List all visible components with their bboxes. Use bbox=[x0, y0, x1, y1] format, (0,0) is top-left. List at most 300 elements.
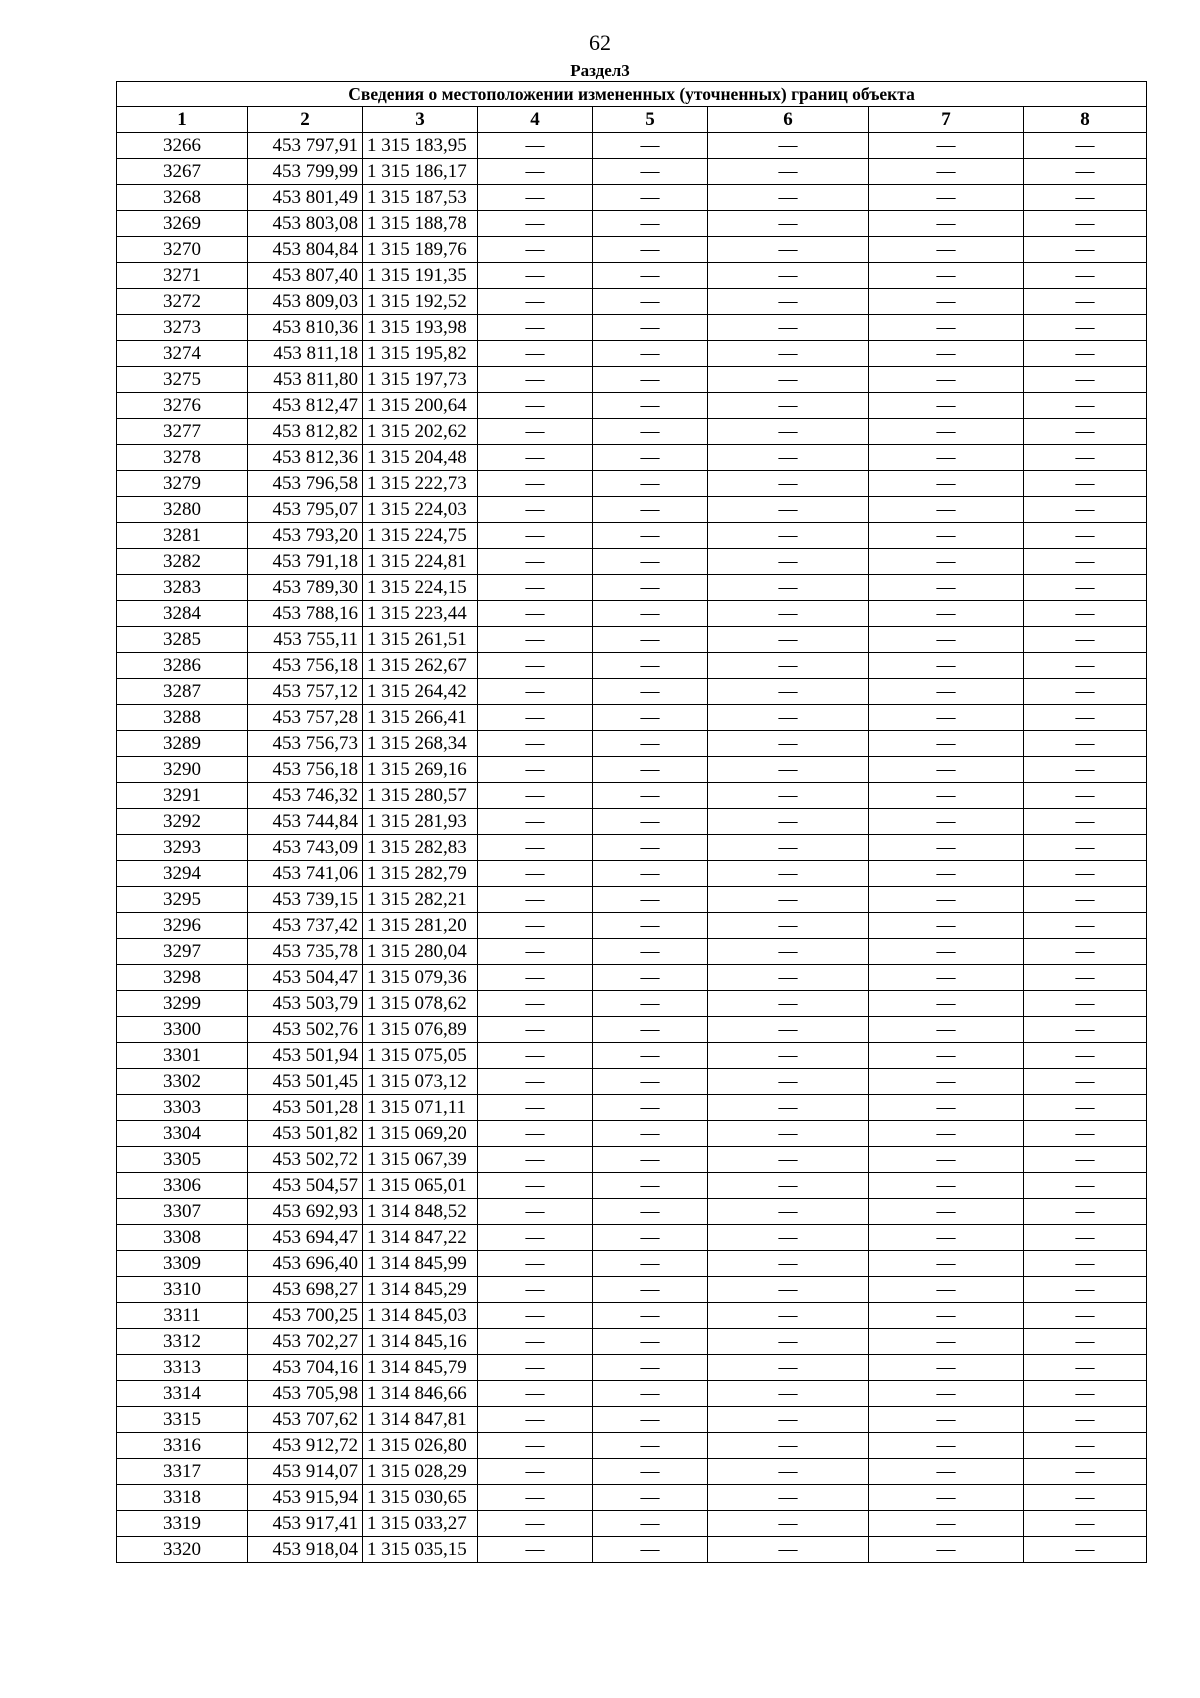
table-row bbox=[117, 835, 1147, 861]
col5-cell: — bbox=[593, 835, 708, 861]
table-row bbox=[117, 1303, 1147, 1329]
col6-cell: — bbox=[708, 1329, 869, 1355]
table-row bbox=[117, 419, 1147, 445]
y-coordinate-cell: 1 315 262,67 bbox=[363, 653, 478, 679]
x-coordinate-cell: 453 702,27 bbox=[248, 1329, 363, 1355]
y-coordinate-cell: 1 315 187,53 bbox=[363, 185, 478, 211]
point-number-cell: 3285 bbox=[117, 627, 248, 653]
col5-cell: — bbox=[593, 601, 708, 627]
column-header: 6 bbox=[708, 107, 869, 133]
col8-cell: — bbox=[1024, 1069, 1147, 1095]
x-coordinate-cell: 453 810,36 bbox=[248, 315, 363, 341]
col4-cell: — bbox=[478, 1147, 593, 1173]
col6-cell: — bbox=[708, 1355, 869, 1381]
y-coordinate-cell: 1 315 282,21 bbox=[363, 887, 478, 913]
col5-cell: — bbox=[593, 1277, 708, 1303]
x-coordinate-cell: 453 504,57 bbox=[248, 1173, 363, 1199]
col4-cell: — bbox=[478, 991, 593, 1017]
col8-cell: — bbox=[1024, 809, 1147, 835]
col5-cell: — bbox=[593, 133, 708, 159]
col7-cell: — bbox=[869, 549, 1024, 575]
y-coordinate-cell: 1 315 261,51 bbox=[363, 627, 478, 653]
table-row bbox=[117, 887, 1147, 913]
col6-cell: — bbox=[708, 159, 869, 185]
col7-cell: — bbox=[869, 1121, 1024, 1147]
point-number-cell: 3305 bbox=[117, 1147, 248, 1173]
table-row bbox=[117, 965, 1147, 991]
col4-cell: — bbox=[478, 1433, 593, 1459]
col5-cell: — bbox=[593, 575, 708, 601]
col8-cell: — bbox=[1024, 627, 1147, 653]
col7-cell: — bbox=[869, 1459, 1024, 1485]
y-coordinate-cell: 1 315 268,34 bbox=[363, 731, 478, 757]
col4-cell: — bbox=[478, 835, 593, 861]
point-number-cell: 3309 bbox=[117, 1251, 248, 1277]
col7-cell: — bbox=[869, 159, 1024, 185]
point-number-cell: 3307 bbox=[117, 1199, 248, 1225]
col6-cell: — bbox=[708, 341, 869, 367]
col6-cell: — bbox=[708, 679, 869, 705]
point-number-cell: 3284 bbox=[117, 601, 248, 627]
x-coordinate-cell: 453 698,27 bbox=[248, 1277, 363, 1303]
col6-cell: — bbox=[708, 1069, 869, 1095]
x-coordinate-cell: 453 791,18 bbox=[248, 549, 363, 575]
col4-cell: — bbox=[478, 1069, 593, 1095]
y-coordinate-cell: 1 315 195,82 bbox=[363, 341, 478, 367]
col8-cell: — bbox=[1024, 289, 1147, 315]
col8-cell: — bbox=[1024, 1277, 1147, 1303]
col4-cell: — bbox=[478, 133, 593, 159]
col8-cell: — bbox=[1024, 1121, 1147, 1147]
col8-cell: — bbox=[1024, 497, 1147, 523]
col8-cell: — bbox=[1024, 445, 1147, 471]
table-row bbox=[117, 1381, 1147, 1407]
col7-cell: — bbox=[869, 1303, 1024, 1329]
col6-cell: — bbox=[708, 1251, 869, 1277]
table-row bbox=[117, 757, 1147, 783]
x-coordinate-cell: 453 811,18 bbox=[248, 341, 363, 367]
col4-cell: — bbox=[478, 1303, 593, 1329]
col7-cell: — bbox=[869, 575, 1024, 601]
table-row bbox=[117, 939, 1147, 965]
x-coordinate-cell: 453 744,84 bbox=[248, 809, 363, 835]
col6-cell: — bbox=[708, 1511, 869, 1537]
col6-cell: — bbox=[708, 549, 869, 575]
col7-cell: — bbox=[869, 341, 1024, 367]
col8-cell: — bbox=[1024, 575, 1147, 601]
point-number-cell: 3304 bbox=[117, 1121, 248, 1147]
y-coordinate-cell: 1 314 845,79 bbox=[363, 1355, 478, 1381]
point-number-cell: 3273 bbox=[117, 315, 248, 341]
col4-cell: — bbox=[478, 627, 593, 653]
col7-cell: — bbox=[869, 1277, 1024, 1303]
col5-cell: — bbox=[593, 341, 708, 367]
col6-cell: — bbox=[708, 1095, 869, 1121]
col7-cell: — bbox=[869, 497, 1024, 523]
col8-cell: — bbox=[1024, 471, 1147, 497]
col8-cell: — bbox=[1024, 393, 1147, 419]
y-coordinate-cell: 1 315 200,64 bbox=[363, 393, 478, 419]
col5-cell: — bbox=[593, 1381, 708, 1407]
col8-cell: — bbox=[1024, 367, 1147, 393]
point-number-cell: 3312 bbox=[117, 1329, 248, 1355]
x-coordinate-cell: 453 756,18 bbox=[248, 757, 363, 783]
point-number-cell: 3297 bbox=[117, 939, 248, 965]
point-number-cell: 3301 bbox=[117, 1043, 248, 1069]
col5-cell: — bbox=[593, 1459, 708, 1485]
y-coordinate-cell: 1 315 071,11 bbox=[363, 1095, 478, 1121]
x-coordinate-cell: 453 737,42 bbox=[248, 913, 363, 939]
col6-cell: — bbox=[708, 1017, 869, 1043]
col4-cell: — bbox=[478, 1277, 593, 1303]
y-coordinate-cell: 1 314 847,81 bbox=[363, 1407, 478, 1433]
col7-cell: — bbox=[869, 315, 1024, 341]
col7-cell: — bbox=[869, 1537, 1024, 1563]
col4-cell: — bbox=[478, 731, 593, 757]
table-row bbox=[117, 1095, 1147, 1121]
x-coordinate-cell: 453 696,40 bbox=[248, 1251, 363, 1277]
col5-cell: — bbox=[593, 393, 708, 419]
point-number-cell: 3313 bbox=[117, 1355, 248, 1381]
x-coordinate-cell: 453 789,30 bbox=[248, 575, 363, 601]
y-coordinate-cell: 1 315 028,29 bbox=[363, 1459, 478, 1485]
col6-cell: — bbox=[708, 627, 869, 653]
col6-cell: — bbox=[708, 965, 869, 991]
table-row bbox=[117, 627, 1147, 653]
col7-cell: — bbox=[869, 1433, 1024, 1459]
col4-cell: — bbox=[478, 159, 593, 185]
col8-cell: — bbox=[1024, 1251, 1147, 1277]
x-coordinate-cell: 453 707,62 bbox=[248, 1407, 363, 1433]
col6-cell: — bbox=[708, 1485, 869, 1511]
table-row bbox=[117, 549, 1147, 575]
point-number-cell: 3296 bbox=[117, 913, 248, 939]
col5-cell: — bbox=[593, 1225, 708, 1251]
y-coordinate-cell: 1 315 224,15 bbox=[363, 575, 478, 601]
col6-cell: — bbox=[708, 1433, 869, 1459]
col8-cell: — bbox=[1024, 1147, 1147, 1173]
col4-cell: — bbox=[478, 913, 593, 939]
col4-cell: — bbox=[478, 289, 593, 315]
y-coordinate-cell: 1 314 845,29 bbox=[363, 1277, 478, 1303]
column-header: 7 bbox=[869, 107, 1024, 133]
col8-cell: — bbox=[1024, 783, 1147, 809]
point-number-cell: 3280 bbox=[117, 497, 248, 523]
col4-cell: — bbox=[478, 887, 593, 913]
table-title-row bbox=[117, 82, 1147, 107]
table-row bbox=[117, 679, 1147, 705]
col5-cell: — bbox=[593, 1173, 708, 1199]
col8-cell: — bbox=[1024, 991, 1147, 1017]
col6-cell: — bbox=[708, 653, 869, 679]
table-row bbox=[117, 1069, 1147, 1095]
x-coordinate-cell: 453 915,94 bbox=[248, 1485, 363, 1511]
col5-cell: — bbox=[593, 1537, 708, 1563]
x-coordinate-cell: 453 700,25 bbox=[248, 1303, 363, 1329]
col4-cell: — bbox=[478, 393, 593, 419]
col5-cell: — bbox=[593, 289, 708, 315]
col6-cell: — bbox=[708, 913, 869, 939]
point-number-cell: 3290 bbox=[117, 757, 248, 783]
col8-cell: — bbox=[1024, 653, 1147, 679]
col7-cell: — bbox=[869, 1043, 1024, 1069]
x-coordinate-cell: 453 756,18 bbox=[248, 653, 363, 679]
col4-cell: — bbox=[478, 1485, 593, 1511]
col6-cell: — bbox=[708, 705, 869, 731]
col8-cell: — bbox=[1024, 1017, 1147, 1043]
col5-cell: — bbox=[593, 315, 708, 341]
col7-cell: — bbox=[869, 679, 1024, 705]
col4-cell: — bbox=[478, 445, 593, 471]
col8-cell: — bbox=[1024, 315, 1147, 341]
col5-cell: — bbox=[593, 705, 708, 731]
col5-cell: — bbox=[593, 1121, 708, 1147]
point-number-cell: 3272 bbox=[117, 289, 248, 315]
point-number-cell: 3316 bbox=[117, 1433, 248, 1459]
table-row bbox=[117, 367, 1147, 393]
point-number-cell: 3310 bbox=[117, 1277, 248, 1303]
col4-cell: — bbox=[478, 1355, 593, 1381]
col8-cell: — bbox=[1024, 1381, 1147, 1407]
table-row bbox=[117, 1251, 1147, 1277]
col5-cell: — bbox=[593, 523, 708, 549]
col7-cell: — bbox=[869, 705, 1024, 731]
table-row bbox=[117, 575, 1147, 601]
point-number-cell: 3315 bbox=[117, 1407, 248, 1433]
x-coordinate-cell: 453 501,45 bbox=[248, 1069, 363, 1095]
table-row bbox=[117, 731, 1147, 757]
col6-cell: — bbox=[708, 861, 869, 887]
x-coordinate-cell: 453 755,11 bbox=[248, 627, 363, 653]
col7-cell: — bbox=[869, 601, 1024, 627]
col7-cell: — bbox=[869, 419, 1024, 445]
col8-cell: — bbox=[1024, 913, 1147, 939]
table-row bbox=[117, 1277, 1147, 1303]
x-coordinate-cell: 453 801,49 bbox=[248, 185, 363, 211]
point-number-cell: 3275 bbox=[117, 367, 248, 393]
col4-cell: — bbox=[478, 601, 593, 627]
col7-cell: — bbox=[869, 1251, 1024, 1277]
col6-cell: — bbox=[708, 1043, 869, 1069]
x-coordinate-cell: 453 812,47 bbox=[248, 393, 363, 419]
col7-cell: — bbox=[869, 939, 1024, 965]
col4-cell: — bbox=[478, 211, 593, 237]
col4-cell: — bbox=[478, 1511, 593, 1537]
col6-cell: — bbox=[708, 419, 869, 445]
col7-cell: — bbox=[869, 1381, 1024, 1407]
table-body bbox=[117, 133, 1147, 1563]
table-title: Сведения о местоположении измененных (уточненных) границ объекта bbox=[117, 82, 1147, 107]
col4-cell: — bbox=[478, 965, 593, 991]
col5-cell: — bbox=[593, 1303, 708, 1329]
col5-cell: — bbox=[593, 1069, 708, 1095]
point-number-cell: 3278 bbox=[117, 445, 248, 471]
col8-cell: — bbox=[1024, 185, 1147, 211]
col8-cell: — bbox=[1024, 133, 1147, 159]
y-coordinate-cell: 1 315 075,05 bbox=[363, 1043, 478, 1069]
col5-cell: — bbox=[593, 1043, 708, 1069]
col4-cell: — bbox=[478, 471, 593, 497]
point-number-cell: 3300 bbox=[117, 1017, 248, 1043]
col5-cell: — bbox=[593, 1017, 708, 1043]
table-row bbox=[117, 601, 1147, 627]
y-coordinate-cell: 1 315 281,93 bbox=[363, 809, 478, 835]
col8-cell: — bbox=[1024, 159, 1147, 185]
col4-cell: — bbox=[478, 939, 593, 965]
x-coordinate-cell: 453 757,28 bbox=[248, 705, 363, 731]
col5-cell: — bbox=[593, 1355, 708, 1381]
col7-cell: — bbox=[869, 835, 1024, 861]
col8-cell: — bbox=[1024, 263, 1147, 289]
col4-cell: — bbox=[478, 1017, 593, 1043]
col5-cell: — bbox=[593, 861, 708, 887]
col5-cell: — bbox=[593, 1199, 708, 1225]
col5-cell: — bbox=[593, 887, 708, 913]
col7-cell: — bbox=[869, 1069, 1024, 1095]
col6-cell: — bbox=[708, 185, 869, 211]
point-number-cell: 3314 bbox=[117, 1381, 248, 1407]
col6-cell: — bbox=[708, 445, 869, 471]
col4-cell: — bbox=[478, 523, 593, 549]
col5-cell: — bbox=[593, 757, 708, 783]
page-number: 62 bbox=[589, 30, 611, 55]
col6-cell: — bbox=[708, 1459, 869, 1485]
col6-cell: — bbox=[708, 237, 869, 263]
col7-cell: — bbox=[869, 1225, 1024, 1251]
col7-cell: — bbox=[869, 1355, 1024, 1381]
col8-cell: — bbox=[1024, 1043, 1147, 1069]
y-coordinate-cell: 1 314 848,52 bbox=[363, 1199, 478, 1225]
col4-cell: — bbox=[478, 1381, 593, 1407]
col6-cell: — bbox=[708, 523, 869, 549]
col5-cell: — bbox=[593, 679, 708, 705]
x-coordinate-cell: 453 796,58 bbox=[248, 471, 363, 497]
y-coordinate-cell: 1 315 197,73 bbox=[363, 367, 478, 393]
x-coordinate-cell: 453 501,28 bbox=[248, 1095, 363, 1121]
y-coordinate-cell: 1 315 202,62 bbox=[363, 419, 478, 445]
col5-cell: — bbox=[593, 809, 708, 835]
point-number-cell: 3267 bbox=[117, 159, 248, 185]
table-row bbox=[117, 445, 1147, 471]
x-coordinate-cell: 453 501,94 bbox=[248, 1043, 363, 1069]
point-number-cell: 3287 bbox=[117, 679, 248, 705]
y-coordinate-cell: 1 315 033,27 bbox=[363, 1511, 478, 1537]
x-coordinate-cell: 453 756,73 bbox=[248, 731, 363, 757]
col5-cell: — bbox=[593, 263, 708, 289]
col8-cell: — bbox=[1024, 237, 1147, 263]
col5-cell: — bbox=[593, 1485, 708, 1511]
x-coordinate-cell: 453 795,07 bbox=[248, 497, 363, 523]
col5-cell: — bbox=[593, 783, 708, 809]
col4-cell: — bbox=[478, 1173, 593, 1199]
col6-cell: — bbox=[708, 1303, 869, 1329]
table-row bbox=[117, 653, 1147, 679]
col5-cell: — bbox=[593, 445, 708, 471]
col8-cell: — bbox=[1024, 757, 1147, 783]
y-coordinate-cell: 1 315 067,39 bbox=[363, 1147, 478, 1173]
x-coordinate-cell: 453 705,98 bbox=[248, 1381, 363, 1407]
y-coordinate-cell: 1 315 281,20 bbox=[363, 913, 478, 939]
col8-cell: — bbox=[1024, 211, 1147, 237]
point-number-cell: 3289 bbox=[117, 731, 248, 757]
column-header: 2 bbox=[248, 107, 363, 133]
col7-cell: — bbox=[869, 653, 1024, 679]
table-row bbox=[117, 1121, 1147, 1147]
col5-cell: — bbox=[593, 731, 708, 757]
x-coordinate-cell: 453 804,84 bbox=[248, 237, 363, 263]
table-row bbox=[117, 1017, 1147, 1043]
col6-cell: — bbox=[708, 1225, 869, 1251]
point-number-cell: 3292 bbox=[117, 809, 248, 835]
point-number-cell: 3269 bbox=[117, 211, 248, 237]
col4-cell: — bbox=[478, 185, 593, 211]
col4-cell: — bbox=[478, 1407, 593, 1433]
x-coordinate-cell: 453 504,47 bbox=[248, 965, 363, 991]
col5-cell: — bbox=[593, 419, 708, 445]
col7-cell: — bbox=[869, 1017, 1024, 1043]
col4-cell: — bbox=[478, 1043, 593, 1069]
y-coordinate-cell: 1 314 846,66 bbox=[363, 1381, 478, 1407]
x-coordinate-cell: 453 918,04 bbox=[248, 1537, 363, 1563]
col8-cell: — bbox=[1024, 1303, 1147, 1329]
col7-cell: — bbox=[869, 783, 1024, 809]
col5-cell: — bbox=[593, 497, 708, 523]
col8-cell: — bbox=[1024, 1407, 1147, 1433]
col6-cell: — bbox=[708, 315, 869, 341]
col7-cell: — bbox=[869, 523, 1024, 549]
point-number-cell: 3277 bbox=[117, 419, 248, 445]
point-number-cell: 3291 bbox=[117, 783, 248, 809]
col4-cell: — bbox=[478, 1251, 593, 1277]
col7-cell: — bbox=[869, 289, 1024, 315]
col7-cell: — bbox=[869, 965, 1024, 991]
col7-cell: — bbox=[869, 627, 1024, 653]
point-number-cell: 3270 bbox=[117, 237, 248, 263]
col4-cell: — bbox=[478, 757, 593, 783]
column-header: 4 bbox=[478, 107, 593, 133]
x-coordinate-cell: 453 799,99 bbox=[248, 159, 363, 185]
y-coordinate-cell: 1 315 035,15 bbox=[363, 1537, 478, 1563]
col5-cell: — bbox=[593, 159, 708, 185]
col7-cell: — bbox=[869, 445, 1024, 471]
x-coordinate-cell: 453 809,03 bbox=[248, 289, 363, 315]
table-row bbox=[117, 471, 1147, 497]
col7-cell: — bbox=[869, 809, 1024, 835]
point-number-cell: 3319 bbox=[117, 1511, 248, 1537]
col7-cell: — bbox=[869, 367, 1024, 393]
col6-cell: — bbox=[708, 1381, 869, 1407]
column-header: 5 bbox=[593, 107, 708, 133]
col4-cell: — bbox=[478, 1537, 593, 1563]
x-coordinate-cell: 453 503,79 bbox=[248, 991, 363, 1017]
col7-cell: — bbox=[869, 133, 1024, 159]
col4-cell: — bbox=[478, 575, 593, 601]
col8-cell: — bbox=[1024, 1225, 1147, 1251]
y-coordinate-cell: 1 315 079,36 bbox=[363, 965, 478, 991]
col6-cell: — bbox=[708, 887, 869, 913]
col8-cell: — bbox=[1024, 965, 1147, 991]
y-coordinate-cell: 1 315 191,35 bbox=[363, 263, 478, 289]
table-row bbox=[117, 783, 1147, 809]
col4-cell: — bbox=[478, 237, 593, 263]
col8-cell: — bbox=[1024, 861, 1147, 887]
col6-cell: — bbox=[708, 809, 869, 835]
col4-cell: — bbox=[478, 679, 593, 705]
table-row bbox=[117, 289, 1147, 315]
point-number-cell: 3266 bbox=[117, 133, 248, 159]
col5-cell: — bbox=[593, 1251, 708, 1277]
x-coordinate-cell: 453 501,82 bbox=[248, 1121, 363, 1147]
